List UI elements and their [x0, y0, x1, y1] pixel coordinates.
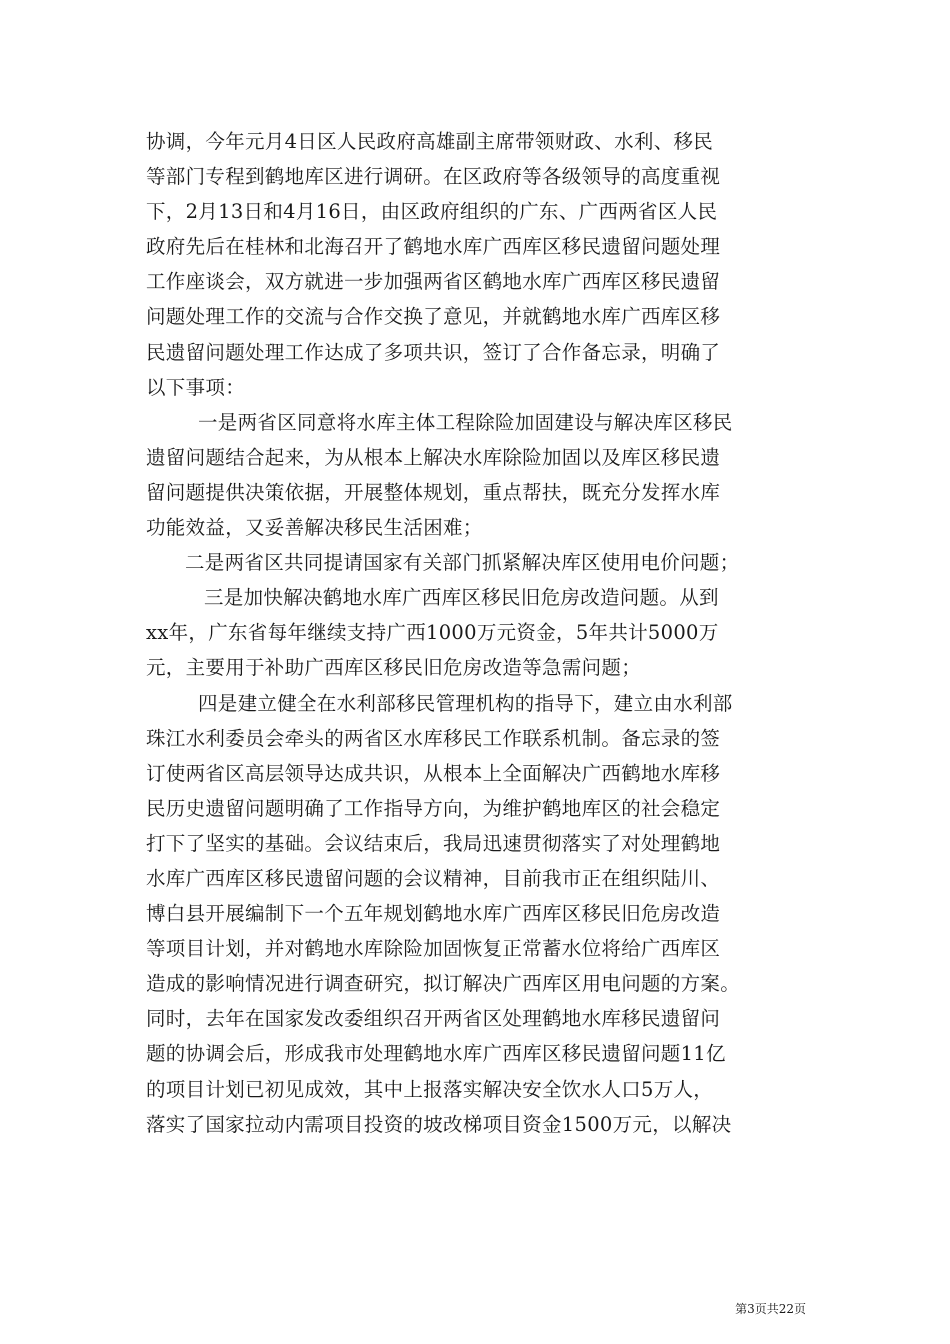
text-line: 下，2月13日和4月16日，由区政府组织的广东、广西两省区人民 — [146, 200, 718, 224]
text-line: 等部门专程到鹤地库区进行调研。在区政府等各级领导的高度重视 — [146, 165, 721, 189]
text-line: 打下了坚实的基础。会议结束后，我局迅速贯彻落实了对处理鹤地 — [146, 831, 721, 855]
text-line: 题的协调会后，形成我市处理鹤地水库广西库区移民遗留问题11亿 — [146, 1042, 726, 1066]
text-line: 水库广西库区移民遗留问题的会议精神，目前我市正在组织陆川、 — [146, 866, 721, 890]
text-line: 订使两省区高层领导达成共识，从根本上全面解决广西鹤地水库移 — [146, 761, 721, 785]
paragraph-start-line: 四是建立健全在水利部移民管理机构的指导下，建立由水利部 — [198, 691, 733, 715]
text-line: 等项目计划，并对鹤地水库除险加固恢复正常蓄水位将给广西库区 — [146, 937, 721, 961]
document-body — [146, 124, 806, 1142]
text-line: 落实了国家拉动内需项目投资的坡改梯项目资金1500万元，以解决 — [146, 1112, 732, 1136]
text-line: 民历史遗留问题明确了工作指导方向，为维护鹤地库区的社会稳定 — [146, 796, 721, 820]
text-line: 的项目计划已初见成效，其中上报落实解决安全饮水人口5万人， — [146, 1077, 714, 1101]
text-line: 元，主要用于补助广西库区移民旧危房改造等急需问题； — [146, 656, 642, 680]
text-line: 协调，今年元月4日区人民政府高雄副主席带领财政、水利、移民 — [146, 130, 714, 153]
text-line: 工作座谈会，双方就进一步加强两省区鹤地水库广西库区移民遗留 — [146, 270, 721, 294]
paragraph-start-line: 一是两省区同意将水库主体工程除险加固建设与解决库区移民 — [198, 410, 733, 434]
text-line: 造成的影响情况进行调查研究，拟订解决广西库区用电问题的方案。 — [146, 972, 741, 996]
text-line: 珠江水利委员会牵头的两省区水库移民工作联系机制。备忘录的签 — [146, 726, 721, 750]
text-line: 问题处理工作的交流与合作交换了意见，并就鹤地水库广西库区移 — [146, 305, 721, 329]
text-line: 民遗留问题处理工作达成了多项共识，签订了合作备忘录，明确了 — [146, 340, 721, 364]
page-number: 第3页共22页 — [735, 1302, 806, 1316]
text-line: 同时，去年在国家发改委组织召开两省区处理鹤地水库移民遗留问 — [146, 1007, 721, 1031]
text-line: 留问题提供决策依据，开展整体规划，重点帮扶，既充分发挥水库 — [146, 480, 721, 504]
paragraph-start-line: 二是两省区共同提请国家有关部门抓紧解决库区使用电价问题； — [185, 551, 740, 575]
text-line: 以下事项： — [146, 375, 246, 399]
paragraph-start-line: 三是加快解决鹤地水库广西库区移民旧危房改造问题。从到 — [204, 586, 719, 610]
text-line: 遗留问题结合起来，为从根本上解决水库除险加固以及库区移民遗 — [146, 445, 721, 469]
text-line: 博白县开展编制下一个五年规划鹤地水库广西库区移民旧危房改造 — [146, 902, 721, 926]
text-line: 政府先后在桂林和北海召开了鹤地水库广西库区移民遗留问题处理 — [146, 235, 721, 259]
text-line: xx年，广东省每年继续支持广西1000万元资金，5年共计5000万 — [146, 621, 719, 645]
text-line: 功能效益，又妥善解决移民生活困难； — [146, 516, 483, 540]
